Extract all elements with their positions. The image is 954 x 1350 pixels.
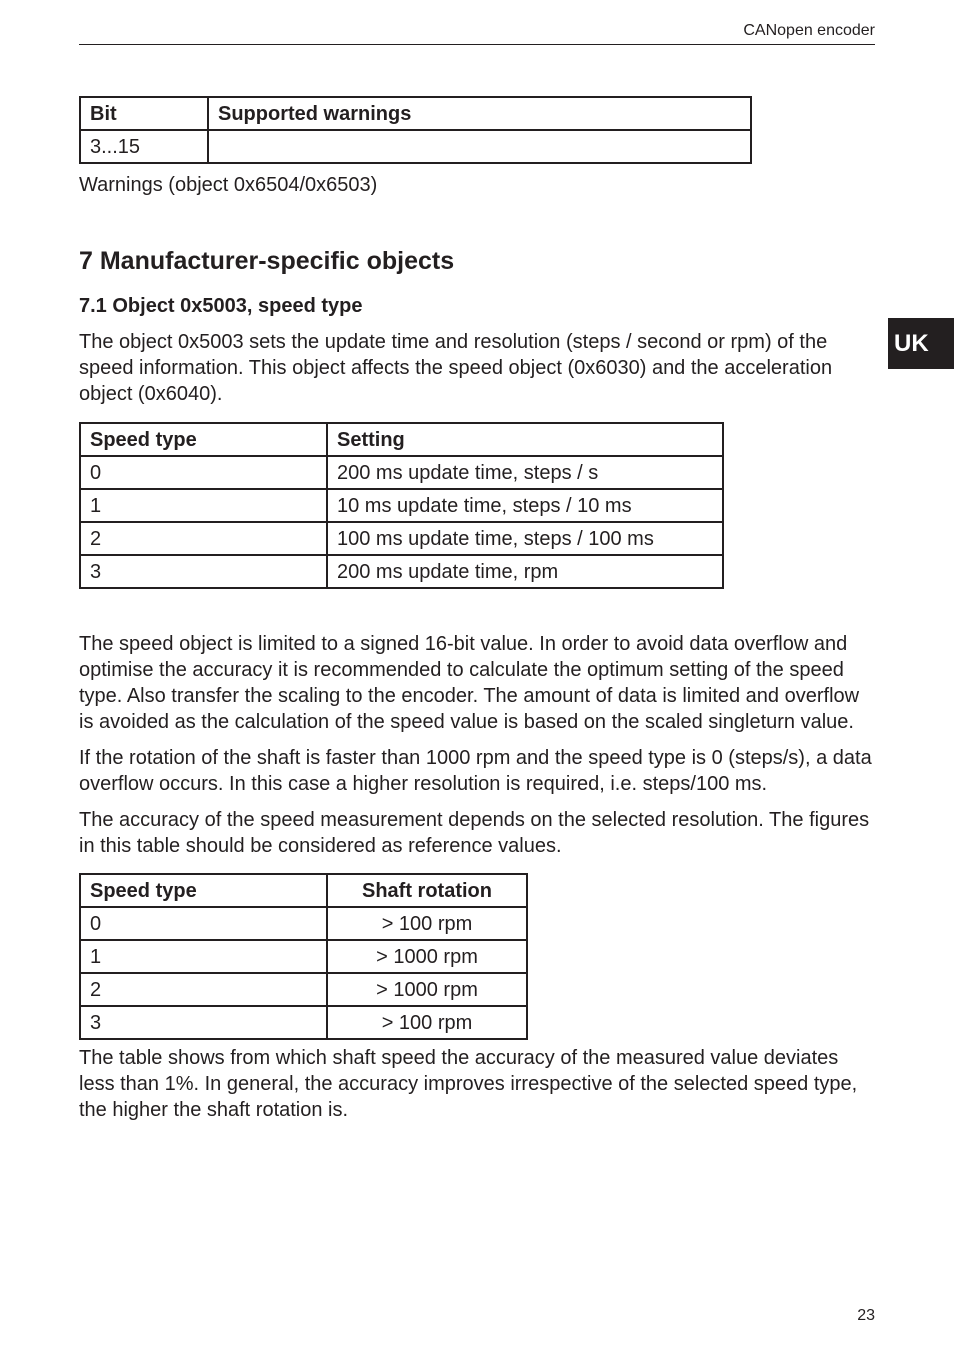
paragraph: The object 0x5003 sets the update time and resolution (steps / second or rpm) of the speed information. This object affects the speed object (0x6030) and the acceleration object (0x6040). [79,331,833,405]
table-header-cell: Speed type [80,874,327,907]
table-row [80,973,527,1006]
table-cell: 2 [80,522,327,555]
table-cell: 1 [80,489,327,522]
table-row [80,522,723,555]
table-row [80,130,751,163]
table-cell: > 1000 rpm [327,973,527,1006]
table-row [80,1006,527,1039]
table-header-cell: Shaft rotation [327,874,527,907]
warnings-table [79,96,752,164]
table-cell: 200 ms update time, steps / s [327,456,723,489]
table-cell: 3...15 [80,130,208,163]
table-cell: 200 ms update time, rpm [327,555,723,588]
table-header-cell: Bit [80,97,208,130]
table-cell: 0 [80,456,327,489]
table-cell: 3 [80,1006,327,1039]
table-cell: > 1000 rpm [327,940,527,973]
table-row [80,456,723,489]
table-row [80,907,527,940]
section-heading: 7 Manufacturer-specific objects [79,247,455,275]
table-header-row [80,97,751,130]
table-row [80,489,723,522]
table-row [80,940,527,973]
paragraph: If the rotation of the shaft is faster than 1000 rpm and the speed type is 0 (steps/s), a data overflow occurs. In this case a higher resolution is required, i.e. steps/100 ms. [79,747,872,795]
table-header-row [80,423,723,456]
speed-type-table [79,422,724,589]
table-row [80,555,723,588]
table-cell: 3 [80,555,327,588]
table-cell: 10 ms update time, steps / 10 ms [327,489,723,522]
table-header-row [80,874,527,907]
table-cell [208,130,751,163]
paragraph: The table shows from which shaft speed the accuracy of the measured value deviates less than 1%. In general, the accuracy improves irrespective of the selected speed type, the higher the shaft rotation is. [79,1047,858,1121]
paragraph: The speed object is limited to a signed 16-bit value. In order to avoid data overflow and optimise the accuracy it is recommended to calculate the optimum setting of the speed type. Also transfer the scaling to the encoder. The amount of data is limited and overflow is avoided as the calculation of the speed value is based on the scaled singleturn value. [79,633,860,733]
page-number: 23 [857,1307,875,1324]
table-cell: 100 ms update time, steps / 100 ms [327,522,723,555]
table-cell: > 100 rpm [327,1006,527,1039]
language-tab-uk: UK [888,318,954,369]
table-header-cell: Setting [327,423,723,456]
page-content [79,96,875,1123]
subsection-heading: 7.1 Object 0x5003, speed type [79,295,363,317]
header-rule [79,44,875,45]
table-header-cell: Supported warnings [208,97,751,130]
accuracy-table [79,873,528,1040]
table-cell: > 100 rpm [327,907,527,940]
table-caption: Warnings (object 0x6504/0x6503) [79,174,378,196]
paragraph: The accuracy of the speed measurement depends on the selected resolution. The figures in this table should be considered as reference values. [79,809,870,857]
table-cell: 2 [80,973,327,1006]
running-header: CANopen encoder [743,22,875,39]
table-cell: 1 [80,940,327,973]
table-header-cell: Speed type [80,423,327,456]
table-cell: 0 [80,907,327,940]
